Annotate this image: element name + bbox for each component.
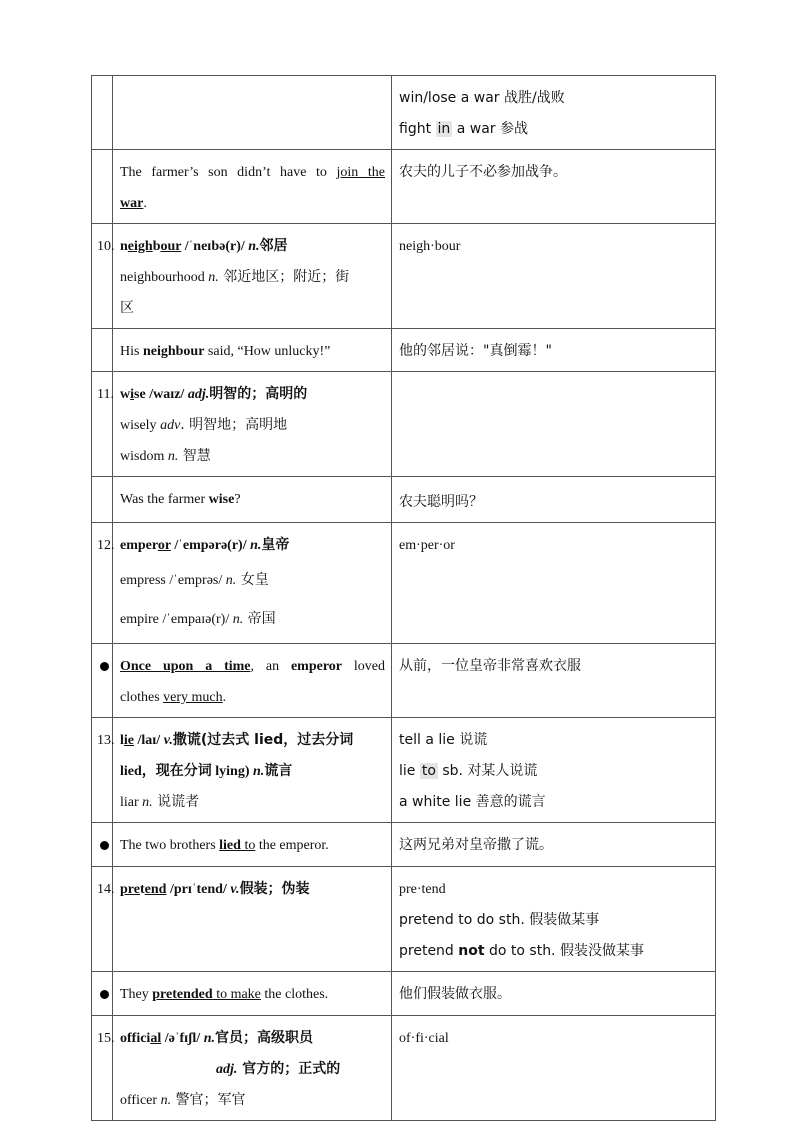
example-sentence: The farmer’s son didn’t have to join the war. — [113, 150, 392, 224]
phrases-cell — [392, 718, 716, 823]
word-entry: emperor /ˈempərə(r)/ n.皇帝 empress /ˈemprəs/ n. 女皇 empire /ˈempaɪə(r)/ n. 帝国 — [113, 523, 392, 644]
syllables: of·fi·cial — [392, 1016, 716, 1121]
table-row — [92, 329, 716, 372]
item-number: 11. — [92, 372, 113, 477]
chinese-cell — [392, 372, 716, 477]
english-cell — [113, 76, 392, 150]
translation: 农夫聪明吗？ — [392, 477, 716, 523]
example-sentence: They pretended to make the clothes. — [113, 972, 392, 1016]
table-row — [92, 718, 716, 823]
highlight: to — [421, 763, 436, 779]
table-row — [92, 644, 716, 718]
number-cell — [92, 329, 113, 372]
example-sentence: Once upon a time, an emperor loved clothes very much. — [113, 644, 392, 718]
phrases-cell — [392, 867, 716, 972]
phrase: pretend not do to sth. 假装没做某事 — [399, 943, 644, 959]
item-number: 13. — [92, 718, 113, 823]
number-cell — [92, 150, 113, 224]
translation: 他们假装做衣服。 — [392, 972, 716, 1016]
chinese-cell — [392, 76, 716, 150]
syllables: pre·tend — [399, 882, 446, 897]
word-entry: neighbour /ˈneɪbə(r)/ n.邻居 neighbourhood n. 邻近地区；附近；街 区 — [113, 224, 392, 329]
item-number: 15. — [92, 1016, 113, 1121]
item-number: 12. — [92, 523, 113, 644]
example-sentence: His neighbour said, “How unlucky!” — [113, 329, 392, 372]
highlight: in — [437, 121, 451, 137]
phrase: a white lie 善意的谎言 — [399, 794, 546, 810]
bullet-icon — [100, 990, 109, 999]
item-number: 14. — [92, 867, 113, 972]
phrase: fight in a war 参战 — [399, 121, 529, 137]
table-row — [92, 372, 716, 477]
phrase: tell a lie 说谎 — [399, 732, 488, 748]
syllables: neigh·bour — [392, 224, 716, 329]
item-number: 10. — [92, 224, 113, 329]
translation: 从前，一位皇帝非常喜欢衣服 — [392, 644, 716, 718]
table-row — [92, 823, 716, 867]
table-row — [92, 224, 716, 329]
phrase: pretend to do sth. 假装做某事 — [399, 912, 600, 928]
bullet-icon — [100, 841, 109, 850]
translation: 这两兄弟对皇帝撒了谎。 — [392, 823, 716, 867]
phrase: win/lose a war 战胜/战败 — [399, 90, 565, 106]
table-row — [92, 523, 716, 644]
table-row — [92, 1016, 716, 1121]
bullet-icon — [100, 662, 109, 671]
table-row — [92, 867, 716, 972]
bullet-cell — [92, 823, 113, 867]
bullet-cell — [92, 644, 113, 718]
table-row — [92, 76, 716, 150]
word-entry: official /əˈfɪʃl/ n.官员；高级职员 adj. 官方的；正式的 officer n. 警官；军官 — [113, 1016, 392, 1121]
table-row — [92, 477, 716, 523]
word-entry: wise /waɪz/ adj.明智的；高明的 wisely adv. 明智地；高明地 wisdom n. 智慧 — [113, 372, 392, 477]
phrase: lie to sb. 对某人说谎 — [399, 763, 538, 779]
translation: 他的邻居说："真倒霉！" — [392, 329, 716, 372]
example-sentence: The two brothers lied to the emperor. — [113, 823, 392, 867]
word-entry: lie /laɪ/ v.撒谎(过去式 lied，过去分词 lied，现在分词 lying) n.谎言 liar n. 说谎者 — [113, 718, 392, 823]
number-cell — [92, 76, 113, 150]
number-cell — [92, 477, 113, 523]
table-row — [92, 972, 716, 1016]
vocabulary-table — [91, 75, 716, 1121]
table-row — [92, 150, 716, 224]
translation: 农夫的儿子不必参加战争。 — [392, 150, 716, 224]
example-sentence: Was the farmer wise? — [113, 477, 392, 523]
syllables: em·per·or — [392, 523, 716, 644]
word-entry: pretend /prɪˈtend/ v.假装；伪装 — [113, 867, 392, 972]
bullet-cell — [92, 972, 113, 1016]
